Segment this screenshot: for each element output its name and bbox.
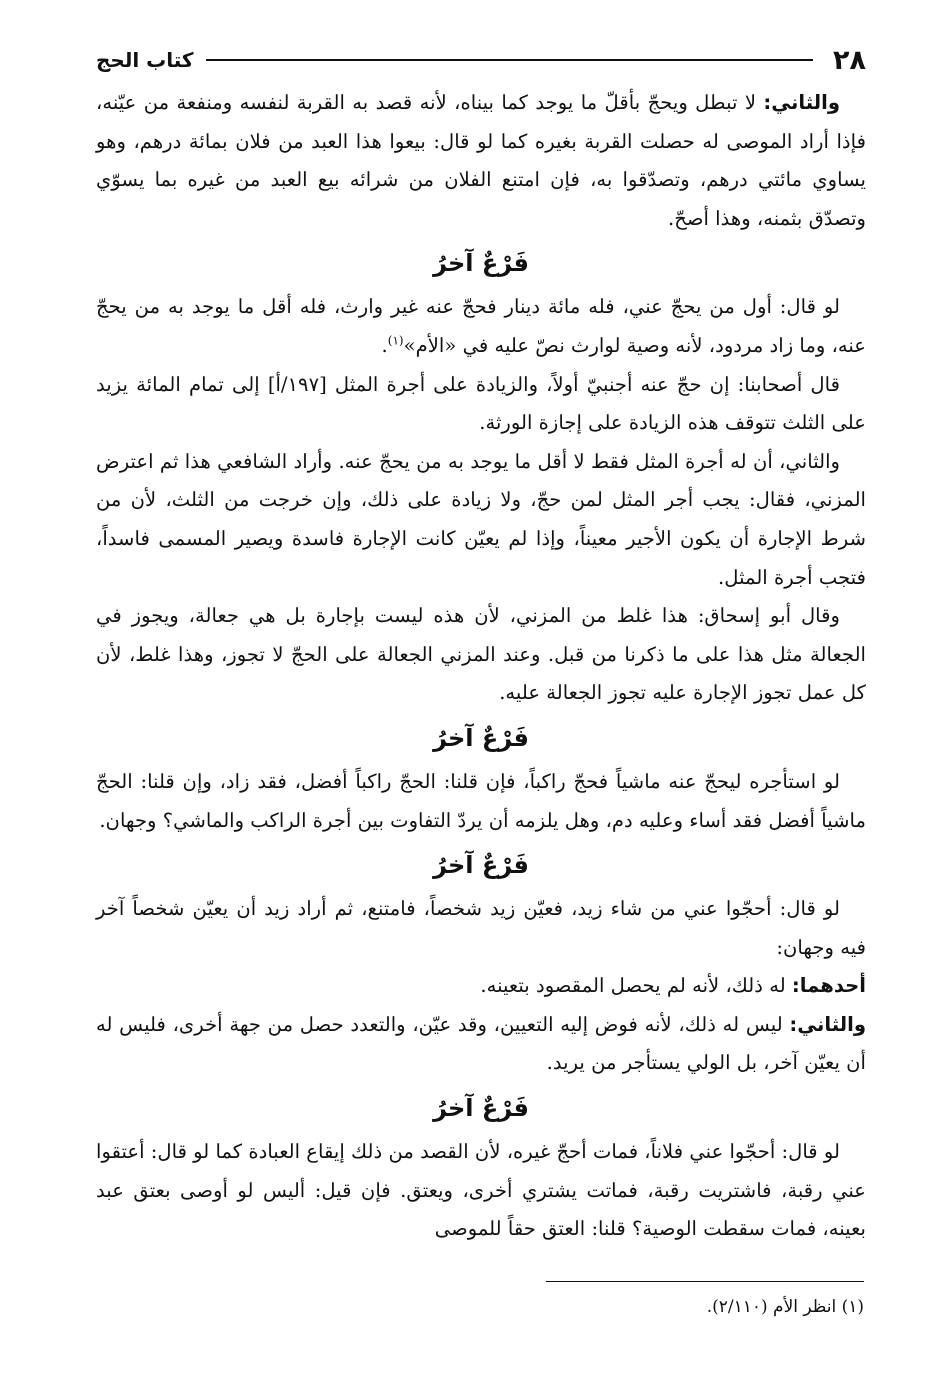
book-title: كتاب الحج xyxy=(96,48,194,72)
paragraph-text: له ذلك، لأنه لم يحصل المقصود بتعينه. xyxy=(480,974,792,998)
page-number: ٢٨ xyxy=(833,44,866,76)
paragraph-text: ليس له ذلك، لأنه فوض إليه التعيين، وقد عيّن، والتعدد حصل من جهة أخرى، فليس له أن يعيّن آخر، بل الولي يستأجر من يريد. xyxy=(96,1012,866,1075)
paragraph xyxy=(96,288,866,365)
paragraph: لو قال: أحجّوا عني فلاناً، فمات أحجّ غيره، لأن القصد من ذلك إيقاع العبادة كما لو قال: أعتقوا عني رقبة، فاشتريت رقبة، فماتت يشتري أخرى، ويعتق. فإن قيل: أليس لو أوصى بعتق عبد بعينه، فمات سقطت الوصية؟ قلنا: العتق حقاً للموصى xyxy=(96,1140,866,1241)
paragraph: لو استأجره ليحجّ عنه ماشياً فحجّ راكباً، فإن قلنا: الحجّ راكباً أفضل، فقد زاد، وإن قلنا: الحجّ ماشياً أفضل فقد أساء وعليه دم، وهل يلزمه أن يردّ التفاوت بين أجرة الراكب والماشي؟ وجهان. xyxy=(96,769,866,832)
paragraph: قال أصحابنا: إن حجّ عنه أجنبيّ أولاً، والزيادة على أجرة المثل [١٩٧/أ] إلى تمام المائة يزيد على الثلث تتوقف هذه الزيادة على إجازة الورثة. xyxy=(96,372,866,435)
paragraph-lead: والثاني: xyxy=(789,1012,866,1036)
paragraph-text: لا تبطل ويحجّ بأقلّ ما يوجد كما بيناه، لأنه قصد به القربة لنفسه ومنفعة من عيّنه، فإذا أراد الموصى له حصلت القربة بغيره كما لو قال: بيعوا هذا العبد من فلان بمائة درهم، وهو يساوي مائتي درهم، وتصدّقوا به، فإن امتنع الفلان من شرائه بيع العبد من غيره بما يسوّي وتصدّق بثمنه، وهذا أصحّ. xyxy=(96,91,866,230)
header-rule xyxy=(206,59,813,61)
footnote: (١) انظر الأم (٢/١١٠). xyxy=(706,1297,864,1317)
paragraph: والثاني، أن له أجرة المثل فقط لا أقل ما يوجد به من يحجّ عنه. وأراد الشافعي هذا ثم اعترض المزني، فقال: يجب أجر المثل لمن حجّ، ولا زيادة على ذلك، وإن خرجت من الثلث، لأن من شرط الإجارة أن يكون الأجير معيناً، وإذا لم يعيّن كانت الإجارة فاسدة ويصير المسمى فاسداً، فتجب أجرة المثل. xyxy=(96,449,866,589)
footnote-marker: (١) xyxy=(387,333,404,348)
section-heading: فَرْعٌ آخرُ xyxy=(433,851,529,880)
paragraph xyxy=(96,84,866,238)
footnote-rule xyxy=(546,1281,864,1282)
paragraph-text: لو قال: أول من يحجّ عني، فله مائة دينار فحجّ عنه غير وارث، فله أقل ما يوجد به من يحجّ عنه، وما زاد مردود، لأنه وصية لوارث نصّ عليه في «الأم» xyxy=(96,295,866,357)
paragraph-lead: أحدهما: xyxy=(791,974,866,998)
paragraph xyxy=(96,967,866,1006)
section-heading: فَرْعٌ آخرُ xyxy=(433,249,529,278)
section-heading: فَرْعٌ آخرُ xyxy=(433,1094,529,1123)
running-header xyxy=(96,38,866,82)
paragraph: وقال أبو إسحاق: هذا غلط من المزني، لأن هذه ليست بإجارة بل هي جعالة، ويجوز في الجعالة مثل هذا على ما ذكرنا من قبل. وعند المزني الجعالة على الحجّ لا تجوز، وهذا غلط، لأن كل عمل تجوز الإجارة عليه تجوز الجعالة عليه. xyxy=(96,604,866,705)
section-heading: فَرْعٌ آخرُ xyxy=(433,723,529,752)
paragraph: لو قال: أحجّوا عني من شاء زيد، فعيّن زيد شخصاً، فامتنع، ثم أراد زيد أن يعيّن شخصاً آخر فيه وجهان: xyxy=(96,897,866,959)
paragraph-text-end: . xyxy=(381,333,388,357)
paragraph xyxy=(96,1006,866,1083)
document-page xyxy=(96,38,866,1249)
paragraph-lead: والثاني: xyxy=(763,91,840,114)
